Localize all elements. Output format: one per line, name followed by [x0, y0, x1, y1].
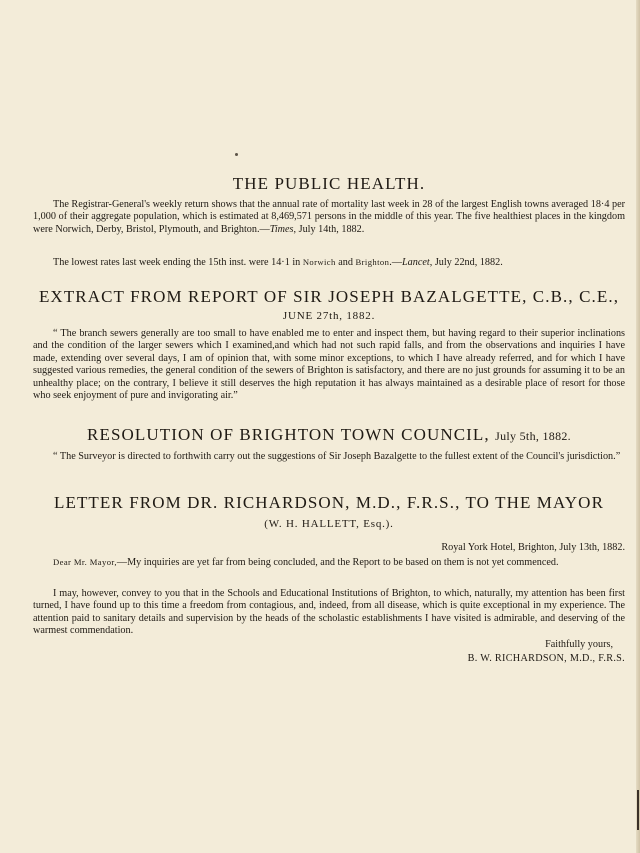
page-dot [235, 153, 238, 156]
public-health-text-1: The Registrar-General's weekly return shows that the annual rate of mortality last week in 28 of the largest English towns averaged 18·4 per 1,000 of their aggregate population, which is estimated at 8,469,571 persons in the middle of this year. The five healthiest places in the kingdom were Norwich, Derby, Bristol, Plymouth, and Brighton.— [33, 199, 625, 235]
times-source: Times [269, 223, 294, 235]
bazalgette-title: EXTRACT FROM REPORT OF SIR JOSEPH BAZALGETTE, C.B., C.E., [38, 287, 620, 306]
bazalgette-date: JUNE 27th, 1882. [282, 310, 376, 322]
letter-para-1 [33, 556, 625, 569]
resolution-date: July 5th, 1882. [495, 429, 571, 443]
brighton-name: Brighton [355, 257, 390, 267]
lancet-date: , July 22nd, 1882. [429, 257, 503, 268]
letter-para-2 [33, 588, 625, 638]
letter-text-2: I may, however, convey to you that in the Schools and Educational Institutions of Brighton, to which, naturally, my attention has been first turned, I have found up to this time a freedom from contagious, and, indeed, from all disease, which is quite exceptional in my experience. The attention paid to sanitary details and supervision by the heads of the scholastic establishments I have visited is admirable, and deserving of the warmest commendation. [33, 588, 625, 637]
letter-address-line: Royal York Hotel, Brighton, July 13th, 1882. [441, 542, 625, 553]
page-edge [636, 0, 640, 853]
bazalgette-quote-block [33, 328, 625, 402]
edge-mark [637, 790, 639, 830]
public-health-section [33, 174, 625, 194]
letter-text-1: —My inquiries are yet far from being concluded, and the Report to be based on them is not yet commenced. [116, 557, 559, 568]
public-health-title: THE PUBLIC HEALTH. [232, 174, 426, 193]
bazalgette-heading-block [33, 287, 625, 307]
public-health-para-2: The lowest rates last week ending the 15th inst. were 14·1 in Norwich and Brighton.—Lancet, July 22nd, 1882. [53, 257, 503, 268]
letter-addressee: (W. H. HALLETT, Esq.). [264, 518, 394, 530]
norwich-name: Norwich [302, 257, 336, 267]
lancet-source: Lancet [402, 257, 430, 268]
resolution-quote-block [33, 451, 625, 463]
letter-salutation: Dear Mr. Mayor, [53, 557, 117, 567]
public-health-para-1 [33, 199, 625, 236]
resolution-heading-block [33, 425, 625, 446]
letter-title: LETTER FROM DR. RICHARDSON, M.D., F.R.S., TO THE MAYOR [53, 493, 605, 512]
resolution-title: RESOLUTION OF BRIGHTON TOWN COUNCIL, [87, 425, 490, 444]
letter-signature: B. W. RICHARDSON, M.D., F.R.S. [467, 653, 625, 664]
lowest-rates-text: The lowest rates last week ending the 15th inst. were 14·1 in [53, 257, 303, 268]
resolution-quote: “ The Surveyor is directed to forthwith carry out the suggestions of Sir Joseph Bazalgette to the fullest extent of the Council's jurisdiction.” [53, 451, 621, 462]
letter-heading-block [33, 493, 625, 513]
bazalgette-quote: “ The branch sewers generally are too small to have enabled me to enter and inspect them, but having regard to their superior inclinations and the condition of the larger sewers which I examined,and which had not such rapid falls, and from the observations and inquiries I have made, extending over several days, I am of opinion that, with some minor exceptions, to which I have already referred, and for which I have suggested various remedies, the general condition of the sewers of Brighton is satisfactory, and there are no just grounds for assuming it to be an unhealthy place; on the contrary, I believe it still deserves the high reputation it has always maintained as a desirable place of resort for those who seek enjoyment of pure and invigorating air.” [33, 328, 625, 402]
letter-closing: Faithfully yours, [545, 639, 613, 650]
times-date: , July 14th, 1882. [293, 223, 365, 235]
